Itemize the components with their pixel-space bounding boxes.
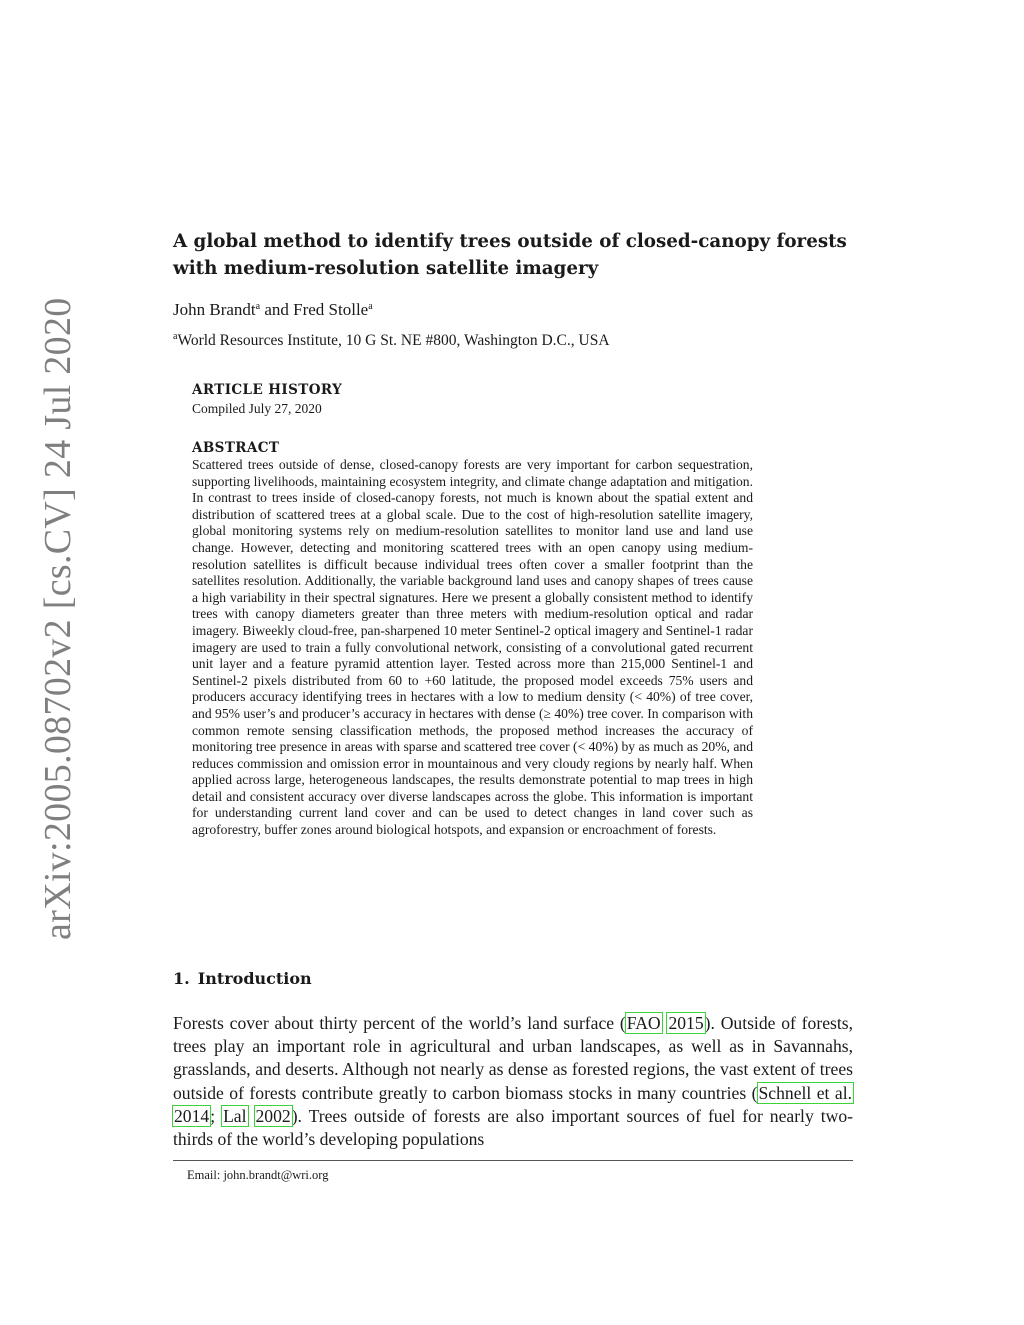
abstract-label: ABSTRACT <box>192 440 280 456</box>
affiliation-line <box>173 332 610 350</box>
intro-text-2: ). Outside of forests, trees play an important role in agricultural and urban landscapes, as well as in Savannahs, grasslands, and deserts. Although not nearly as dense as forested regions, the vast extent of trees outside of forests contribute greatly to carbon biomass stocks in many countries ( <box>173 1013 853 1103</box>
citation-link-schnell-year[interactable]: 2014 <box>174 1105 210 1126</box>
intro-text-3: ). Trees outside of forests are also important sources of fuel for nearly two-thirds of the world’s developing populations <box>173 1105 853 1150</box>
arxiv-id-text: arXiv:2005.08702v2 [cs.CV] 24 Jul 2020 <box>37 297 79 940</box>
author-line <box>173 300 373 320</box>
author-name: Fred Stolle <box>293 300 369 319</box>
article-history-label: ARTICLE HISTORY <box>192 382 343 398</box>
citation-link-fao-year[interactable]: 2015 <box>668 1013 704 1033</box>
article-history <box>192 382 762 417</box>
abstract-block <box>192 440 753 839</box>
introduction-paragraph <box>173 1012 853 1151</box>
paper-title: A global method to identify trees outside of closed-canopy forests with medium-resolution satellite imagery <box>173 231 847 279</box>
author-conjunction: and <box>260 300 294 319</box>
abstract-text: Scattered trees outside of dense, closed-canopy forests are very important for carbon sequestration, supporting livelihoods, maintaining ecosystem integrity, and climate change adaptation and mitigation. In contrast to trees inside of closed-canopy forests, not much is known about the spatial extent and distribution of scattered trees at a global scale. Due to the cost of high-resolution satellite imagery, global monitoring systems rely on medium-resolution satellites to monitor land use and land use change. However, detecting and monitoring scattered trees with an open canopy using medium-resolution satellites is difficult because individual trees often cover a smaller footprint than the satellites resolution. Additionally, the variable background land uses and canopy shapes of trees cause a high variability in their spectral signatures. Here we present a globally consistent method to identify trees with canopy diameters greater than three meters with medium-resolution optical and radar imagery. Biweekly cloud-free, pan-sharpened 10 meter Sentinel-2 optical imagery and Sentinel-1 radar imagery are used to train a fully convolutional network, consisting of a convolutional gated recurrent unit layer and a feature pyramid attention layer. Tested across more than 215,000 Sentinel-1 and Sentinel-2 pixels distributed from 60 to +60 latitude, the proposed model exceeds 75% users and producers accuracy identifying trees in hectares with a low to medium density (< 40%) of tree cover, and 95% user’s and producer’s accuracy in hectares with dense (≥ 40%) tree cover. In comparison with common remote sensing classification methods, the proposed method increases the accuracy of monitoring tree presence in areas with sparse and scattered tree cover (< 40%) by as much as 20%, and reduces commission and omission error in mountainous and very cloudy regions by nearly half. When applied across large, heterogeneous landscapes, the results demonstrate potential to map trees in high detail and consistent accuracy over diverse landscapes across the globe. This information is important for understanding current land cover and can be used to detect changes in land cover such as agroforestry, buffer zones around biological hotspots, and expansion or encroachment of forests. <box>192 457 753 838</box>
intro-text-1: Forests cover about thirty percent of the world’s land surface ( <box>173 1013 626 1033</box>
author-name: John Brandt <box>173 300 256 319</box>
citation-link-fao-author[interactable]: FAO <box>626 1013 661 1033</box>
citation-link-lal-year[interactable]: 2002 <box>255 1105 291 1126</box>
citation-link-schnell-author[interactable]: Schnell et al. <box>758 1082 852 1103</box>
section-title: Introduction <box>197 969 312 988</box>
arxiv-identifier-stamp <box>30 297 79 940</box>
affiliation-mark: a <box>173 331 178 342</box>
section-heading-introduction <box>173 969 312 988</box>
author-affil-mark: a <box>368 301 373 312</box>
footnote-divider <box>173 1160 853 1161</box>
citation-link-lal-author[interactable]: Lal <box>223 1105 247 1126</box>
section-number: 1. <box>173 969 190 988</box>
citation-separator: ; <box>210 1105 223 1126</box>
compiled-date: Compiled July 27, 2020 <box>192 401 322 416</box>
affiliation-text: World Resources Institute, 10 G St. NE #800, Washington D.C., USA <box>177 332 610 349</box>
footnote-email: Email: john.brandt@wri.org <box>187 1168 329 1182</box>
author-affil-mark: a <box>255 301 261 312</box>
